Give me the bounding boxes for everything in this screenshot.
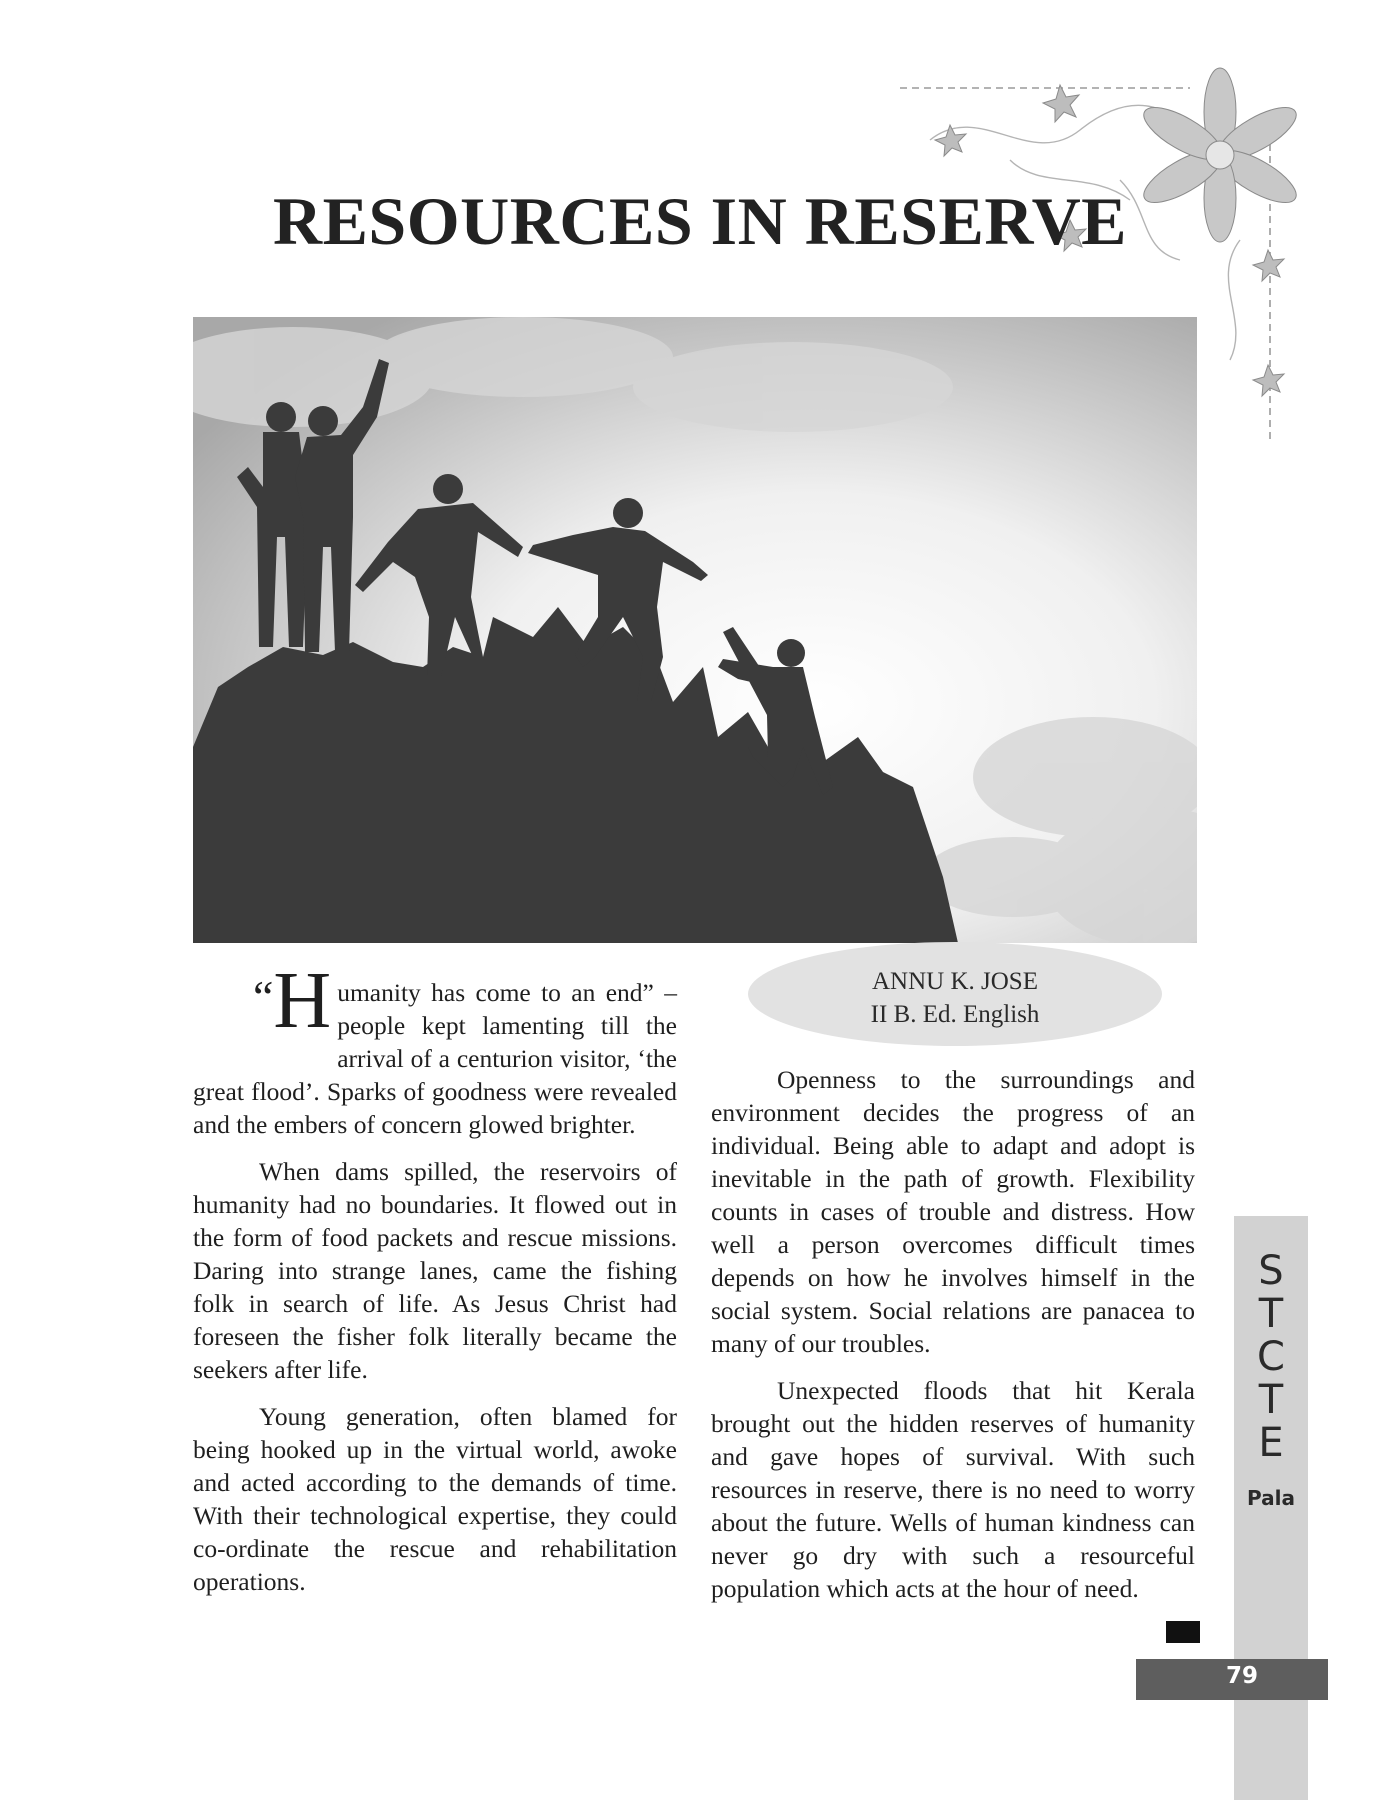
end-of-article-mark bbox=[1166, 1621, 1200, 1643]
paragraph: Young generation, often blamed for being hooked up in the virtual world, awoke and acted according to the demands of time. With their technological expertise, they could co-ordinate the rescue and rehabilitation operations. bbox=[193, 1402, 677, 1596]
paragraph: Openness to the surroundings and environment decides the progress of an individual. Being able to adapt and adopt is inevitable in the path of growth. Flexibility counts in cases of trouble and distress. How well a person overcomes difficult times depends on how he involves himself in the social system. Social relations are panacea to many of our troubles. bbox=[711, 1065, 1195, 1358]
left-column bbox=[193, 957, 677, 1612]
paragraph bbox=[193, 957, 677, 1141]
paragraph: Unexpected floods that hit Kerala brought out the hidden reserves of humanity and gave hopes of survival. With such resources in reserve, there is no need to worry about the future. Wells of human kindness can never go dry with such a resourceful population which acts at the hour of need. bbox=[711, 1376, 1195, 1603]
drop-cap: “H bbox=[253, 957, 332, 1045]
page-number: 79 bbox=[1225, 1663, 1258, 1689]
author-class: II B. Ed. English bbox=[870, 1001, 1040, 1028]
author-name: ANNU K. JOSE bbox=[872, 968, 1038, 995]
institution-acronym: S T C T E bbox=[1257, 1248, 1285, 1466]
article-title: RESOURCES IN RESERVE bbox=[272, 183, 1128, 259]
paragraph: When dams spilled, the reservoirs of humanity had no boundaries. It flowed out in the form of food packets and rescue missions. Daring into strange lanes, came the fishing folk in search of life. As Jesus Christ had foreseen the fisher folk literally became the seekers after life. bbox=[193, 1157, 677, 1384]
hero-photo-climbers bbox=[193, 317, 1197, 943]
paragraph-text: umanity has come to an end” –people kept lamenting till the arrival of a centurion visitor, ‘the great flood’. Sparks of goodness were revealed and the embers of concern glowed brighter. bbox=[193, 978, 677, 1139]
institution-place: Pala bbox=[1247, 1486, 1295, 1510]
right-column bbox=[711, 1063, 1195, 1619]
